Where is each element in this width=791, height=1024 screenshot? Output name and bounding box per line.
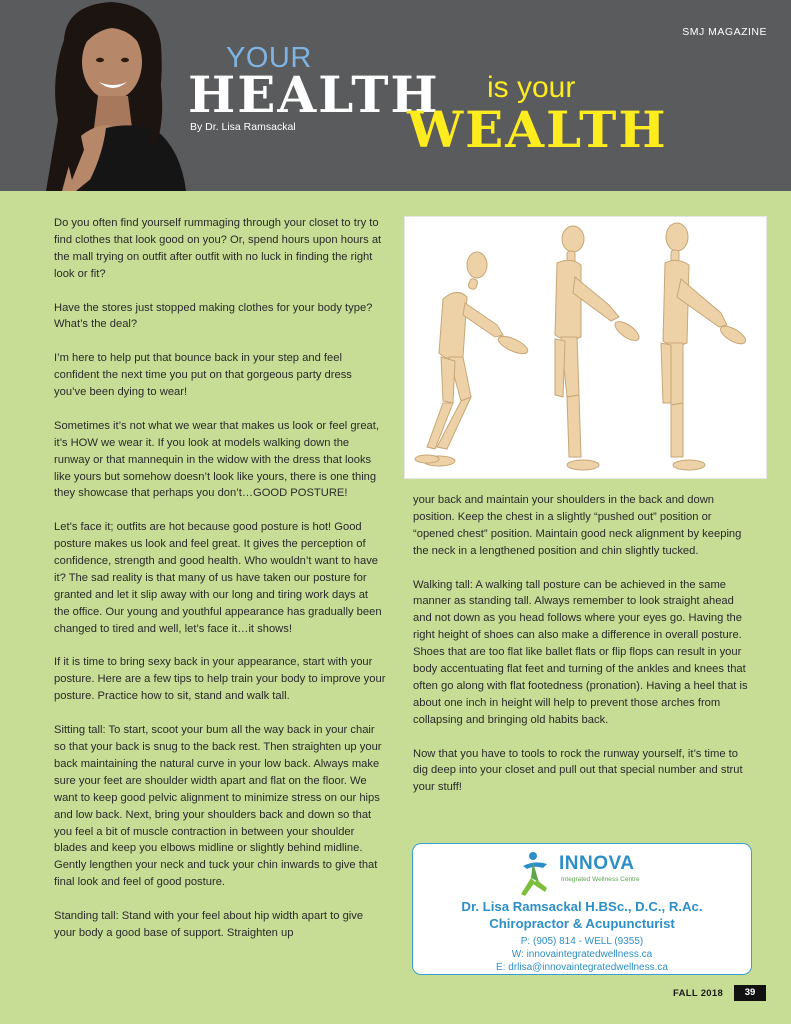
magazine-name: SMJ MAGAZINE — [682, 26, 767, 38]
mannequins-illustration — [405, 217, 768, 480]
header-banner — [0, 0, 791, 191]
ad-doctor-title: Chiropractor & Acupuncturist — [489, 916, 675, 931]
innova-advertisement[interactable] — [412, 843, 752, 975]
byline: By Dr. Lisa Ramsackal — [190, 121, 296, 133]
ad-doctor-name: Dr. Lisa Ramsackal H.BSc., D.C., R.Ac. — [461, 899, 703, 914]
page-number: 39 — [734, 985, 766, 1001]
ad-brand-subtitle: Integrated Wellness Centre — [561, 876, 640, 883]
paragraph: Now that you have to tools to rock the runway yourself, it’s time to dig deep into your closet and pull out that special number and strut your stuff! — [413, 747, 743, 794]
article-left-column — [54, 215, 386, 959]
paragraph: Sitting tall: To start, scoot your bum all the way back in your chair so that your back is snug to the back rest. Then straighten up your back maintaining the natural curve in your low back. Always make sure your feet are shoulder width apart and flat on the floor. We want to keep good pelvic alignment to minimize stress on our hips and low back. Next, bring your shoulders back and down so that you feel a bit of muscle contraction in between your shoulder blades and keep you elbows midline or slightly behind midline. Gently lengthen your neck and tuck your chin inwards to give that final look and feel of good posture. — [54, 724, 382, 889]
paragraph: Sometimes it’s not what we wear that makes us look or feel great, it’s HOW we wear it. If you look at models walking down the runway or that mannequin in the widow with the dress that looks like yours but somehow doesn’t look like yours, there is one thing they showcase that perhaps you don’t…GOOD POSTURE! — [54, 419, 379, 500]
paragraph: If it is time to bring sexy back in your appearance, start with your posture. Here are a few tips to help train your body to improve your posture. Practice how to sit, stand and walk tall. — [54, 656, 386, 703]
title-your: YOUR — [226, 42, 312, 74]
paragraph: Standing tall: Stand with your feel about hip width apart to give your body a good base of support. Straighten up — [54, 910, 364, 939]
posture-mannequins-photo — [404, 216, 767, 479]
paragraph: Do you often find yourself rummaging through your closet to try to find clothes that look good on you? Or, spend hours upon hours at the mall trying on outfit after outfit with no luck in finding the right look or fit? — [54, 217, 382, 280]
author-portrait — [36, 0, 196, 191]
paragraph: Walking tall: A walking tall posture can be achieved in the same manner as standing tall. Always remember to look straight ahead and not down as you head follows where your eyes go. Having the right height of shoes can also make a difference in overall posture. Shoes that are too flat like ballet flats or flip flops can result in your body accentuating flat feet and turning of the ankles and knees that often go along with flat footedness (pronation). Having a heel that is about one inch in height will help to prevent those arches from collapsing and bringing old habits back. — [413, 578, 748, 726]
article-right-column — [413, 492, 753, 813]
issue-label: FALL 2018 — [673, 988, 724, 999]
paragraph: Have the stores just stopped making clothes for your body type? What’s the deal? — [54, 301, 373, 331]
ad-phone: P: (905) 814 - WELL (9355) — [520, 936, 644, 947]
ad-email[interactable]: E: drlisa@innovaintegratedwellness.ca — [496, 962, 668, 973]
title-wealth: WEALTH — [407, 100, 668, 159]
title-health: HEALTH — [188, 65, 440, 124]
paragraph: your back and maintain your shoulders in the back and down position. Keep the chest in a slightly “pushed out” position or “opened chest” position. Maintain good neck alignment by keeping the neck in a lengthened position and chin slightly tucked. — [413, 494, 742, 557]
ad-website[interactable]: W: innovaintegratedwellness.ca — [511, 949, 653, 960]
ad-brand-name: INNOVA — [559, 853, 635, 874]
paragraph: I’m here to help put that bounce back in your step and feel confident the next time you put on that gorgeous party dress you’ve been dying to wear! — [54, 352, 352, 399]
paragraph: Let’s face it; outfits are hot because good posture is hot! Good posture makes us look and feel great. It gives the perception of confidence, strength and good health. Who wouldn’t want to have it? The sad reality is that many of us have taken our posture for granted and let it slip away with our long and tiring work days at the office. Our young and youthful appearance has gradually been changed to tired and well, let’s face it…it shows! — [54, 521, 382, 635]
title-is-your: is your — [487, 71, 576, 104]
